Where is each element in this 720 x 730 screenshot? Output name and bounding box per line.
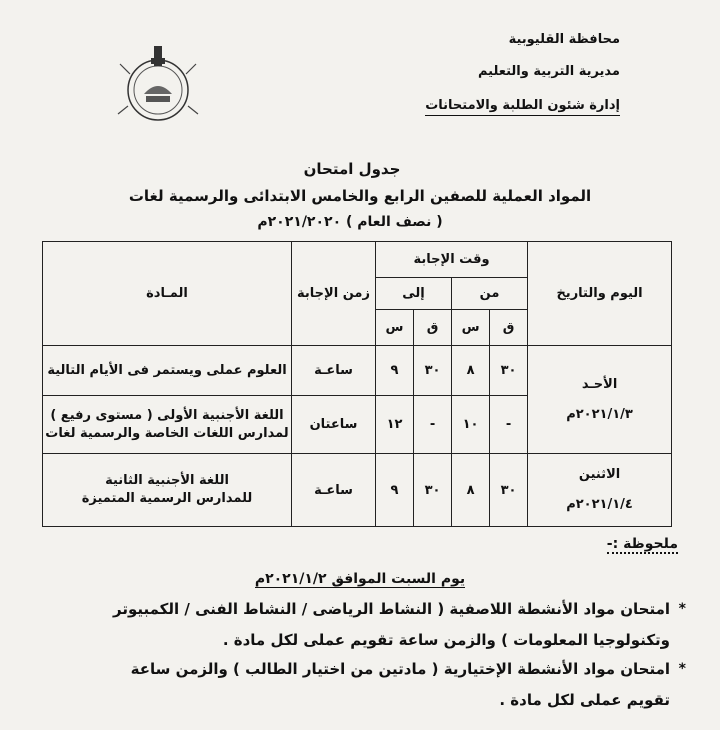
header-to: إلى [376,278,452,310]
note-item [30,654,686,716]
from-minute: ٣٠ [490,346,528,396]
governorate-label: محافظة القليوبية [508,32,620,47]
day-date: ٢٠٢١/١/٣م [566,406,633,422]
to-minute: ٣٠ [414,346,452,396]
from-hour: ٨ [452,454,490,527]
header-subject: المـادة [43,242,292,346]
to-hour: ٩ [376,346,414,396]
subject [43,454,292,527]
notes-heading-text: ملحوظة :- [606,536,678,552]
subject-line: لمدارس اللغات الخاصة والرسمية لغات [45,425,289,441]
table-row [43,454,672,527]
day-name: الأحـد [581,376,618,392]
header-from-minute: ق [490,310,528,346]
duration: ساعـة [292,454,376,527]
subject-line: للمدارس الرسمية المتميزة [81,491,253,506]
department-text: إدارة شئون الطلبة والامتحانات [425,98,620,116]
notes-date-text: يوم السبت الموافق ٢٠٢١/١/٢م [254,571,466,587]
exam-schedule-table [42,241,672,527]
to-minute: ٣٠ [414,454,452,527]
bullet-icon: * [678,601,686,617]
subject-line: اللغة الأجنبية الأولى ( مستوى رفيع ) [50,407,284,423]
to-minute: - [414,396,452,454]
duration: ساعـة [292,346,376,396]
to-hour: ١٢ [376,396,414,454]
day-date: ٢٠٢١/١/٤م [566,497,633,512]
schedule-term: ( نصف العام ) ٢٠٢١/٢٠٢٠م [257,214,443,230]
directorate-label: مديرية التربية والتعليم [477,64,620,79]
subject-line: العلوم عملى ويستمر فى الأيام التالية [47,362,287,378]
department-label [425,98,620,113]
schedule-title: جدول امتحان [303,160,401,178]
notes-heading [607,536,678,552]
note-line: تقويم عملى لكل مادة . [499,691,670,709]
header-answer-time: وقت الإجابة [376,242,528,278]
schedule-subtitle: المواد العملية للصفين الرابع والخامس الابتدائى والرسمية لغات [128,187,592,205]
duration: ساعتان [292,396,376,454]
header-to-hour: س [376,310,414,346]
header-from-hour: س [452,310,490,346]
notes-date-line [0,571,720,587]
header-from: من [452,278,528,310]
header-to-minute: ق [414,310,452,346]
note-item [30,594,686,656]
day-name: الاثنين [578,467,621,482]
day-cell [528,454,672,527]
table-row [43,346,672,396]
header-day-date: اليوم والتاريخ [528,242,672,346]
from-hour: ١٠ [452,396,490,454]
to-hour: ٩ [376,454,414,527]
note-line: وتكنولوجيا المعلومات ) والزمن ساعة تقويم عملى لكل مادة . [222,631,670,649]
subject [43,346,292,396]
subject-line: اللغة الأجنبية الثانية [105,473,229,488]
from-hour: ٨ [452,346,490,396]
governorate-seal-logo [108,44,208,124]
day-cell [528,346,672,454]
header-duration: زمن الإجابة [292,242,376,346]
note-line: امتحان مواد الأنشطة الإختيارية ( مادتين من اختيار الطالب ) والزمن ساعة [130,660,670,678]
bullet-icon: * [678,661,686,677]
subject [43,396,292,454]
from-minute: ٣٠ [490,454,528,527]
from-minute: - [490,396,528,454]
note-line: امتحان مواد الأنشطة اللاصفية ( النشاط الرياضى / النشاط الفنى / الكمبيوتر [113,600,670,618]
